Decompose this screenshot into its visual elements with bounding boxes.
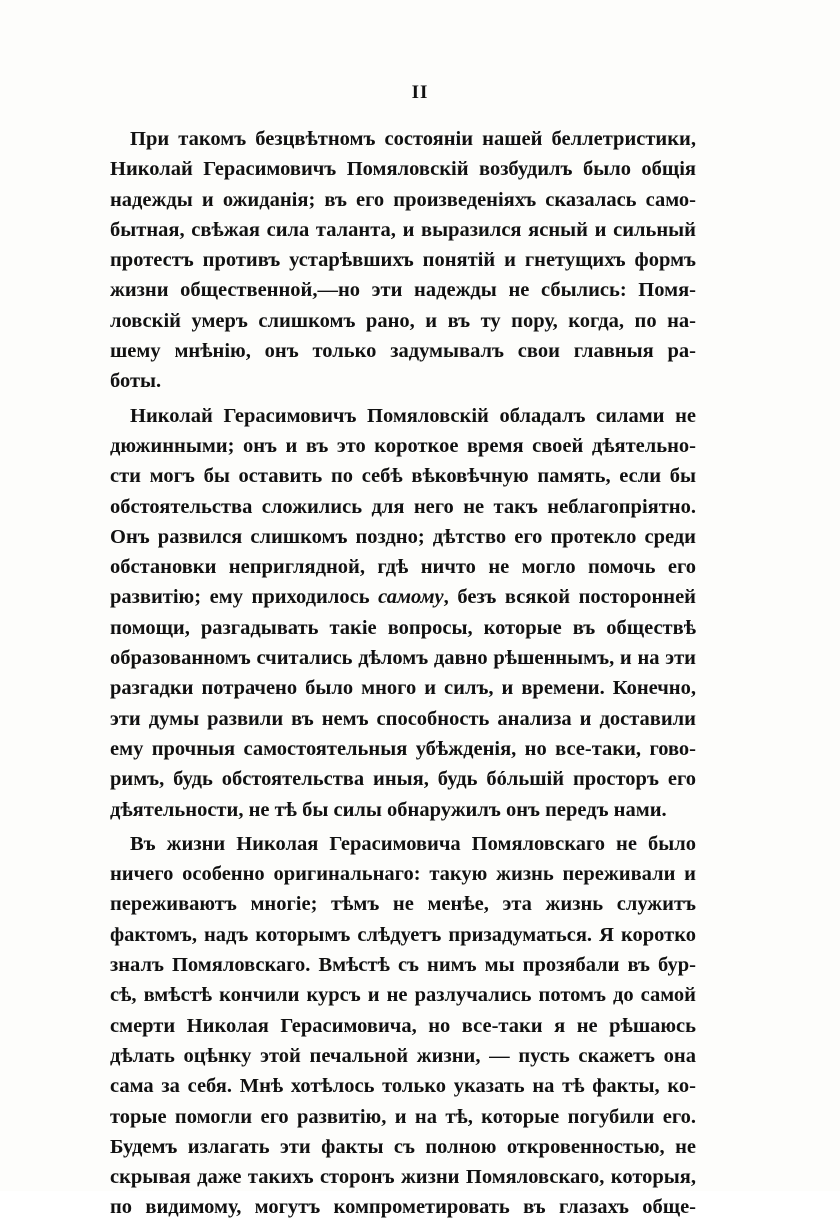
- text-line: фактомъ, надъ которымъ слѣдуетъ призадуматься. Я коротко: [110, 923, 696, 946]
- paragraph-3: [110, 829, 696, 1223]
- emphasized-word: самому: [378, 586, 444, 609]
- text-line: обстановки неприглядной, гдѣ ничто не могло помочь его: [110, 556, 696, 579]
- text-line: дѣлать оцѣнку этой печальной жизни, — пусть скажетъ она: [110, 1044, 696, 1067]
- text-line: протестъ противъ устарѣвшихъ понятій и гнетущихъ формъ: [110, 249, 696, 272]
- text-line: разгадки потрачено было много и силъ, и времени. Конечно,: [110, 677, 696, 700]
- body-text: [110, 124, 696, 1227]
- text-line: Въ жизни Николая Герасимовича Помяловскаго не было: [130, 832, 696, 855]
- text-line: переживаютъ многіе; тѣмъ не менѣе, эта жизнь служитъ: [110, 893, 696, 916]
- text-line: Николай Герасимовичъ Помяловскій обладалъ силами не: [130, 404, 696, 427]
- text-line: образованномъ считались дѣломъ давно рѣшеннымъ, и на эти: [110, 647, 696, 670]
- text-line: ему прочныя самостоятельныя убѣжденія, но все-таки, гово-: [110, 737, 696, 760]
- text-line: ничего особенно оригинальнаго: такую жизнь переживали и: [110, 863, 696, 886]
- text-line: зналъ Помяловскаго. Вмѣстѣ съ нимъ мы прозябали въ бур-: [110, 954, 696, 977]
- text-line: сама за себя. Мнѣ хотѣлось только указать на тѣ факты, ко-: [110, 1075, 696, 1098]
- text-line: эти думы развили въ немъ способность анализа и доставили: [110, 707, 696, 730]
- text-line: дѣятельности, не тѣ бы силы обнаружилъ онъ передъ нами.: [110, 798, 667, 821]
- text-line: обстоятельства сложились для него не такъ неблагопріятно.: [110, 495, 696, 518]
- text-line: помощи, разгадывать такіе вопросы, которые въ обществѣ: [110, 616, 696, 639]
- text-line: надежды и ожиданія; въ его произведеніяхъ сказалась само-: [110, 188, 696, 211]
- text-segment: , безъ всякой посторонней: [443, 586, 696, 609]
- text-line: дюжинными; онъ и въ это короткое время своей дѣятельно-: [110, 434, 696, 457]
- text-line-with-emphasis: [110, 582, 696, 612]
- paragraph-1: [110, 124, 696, 397]
- text-line: боты.: [110, 370, 162, 393]
- text-line: Будемъ излагать эти факты съ полною откровенностью, не: [110, 1135, 696, 1158]
- text-line: ловскій умеръ слишкомъ рано, и въ ту пору, когда, по на-: [110, 309, 696, 332]
- text-line: сѣ, вмѣстѣ кончили курсъ и не разлучались потомъ до самой: [110, 984, 696, 1007]
- paragraph-2: [110, 401, 696, 825]
- text-line: смерти Николая Герасимовича, но все-таки я не рѣшаюсь: [110, 1014, 696, 1037]
- text-line: Николай Герасимовичъ Помяловскій возбудилъ было общія: [110, 158, 696, 181]
- text-line: римъ, будь обстоятельства иныя, будь бóльшій просторъ его: [110, 768, 696, 791]
- text-line: бытная, свѣжая сила таланта, и выразился ясный и сильный: [110, 218, 696, 241]
- page-number: II: [411, 82, 429, 103]
- text-line: шему мнѣнію, онъ только задумывалъ свои главныя ра-: [110, 340, 696, 363]
- text-line: скрывая даже такихъ сторонъ жизни Помяловскаго, которыя,: [110, 1166, 696, 1189]
- text-line: Онъ развился слишкомъ поздно; дѣтство его протекло среди: [110, 525, 696, 548]
- text-line: сти могъ бы оставить по себѣ вѣковѣчную память, если бы: [110, 465, 696, 488]
- text-line: При такомъ безцвѣтномъ состояніи нашей беллетристики,: [130, 128, 696, 150]
- text-segment: развитію; ему приходилось: [110, 586, 370, 609]
- text-line: торые помогли его развитію, и на тѣ, которые погубили его.: [110, 1105, 696, 1128]
- text-line: по видимому, могутъ компрометировать въ глазахъ обще-: [110, 1196, 696, 1219]
- text-line: жизни общественной,—но эти надежды не сбылись: Помя-: [110, 279, 696, 302]
